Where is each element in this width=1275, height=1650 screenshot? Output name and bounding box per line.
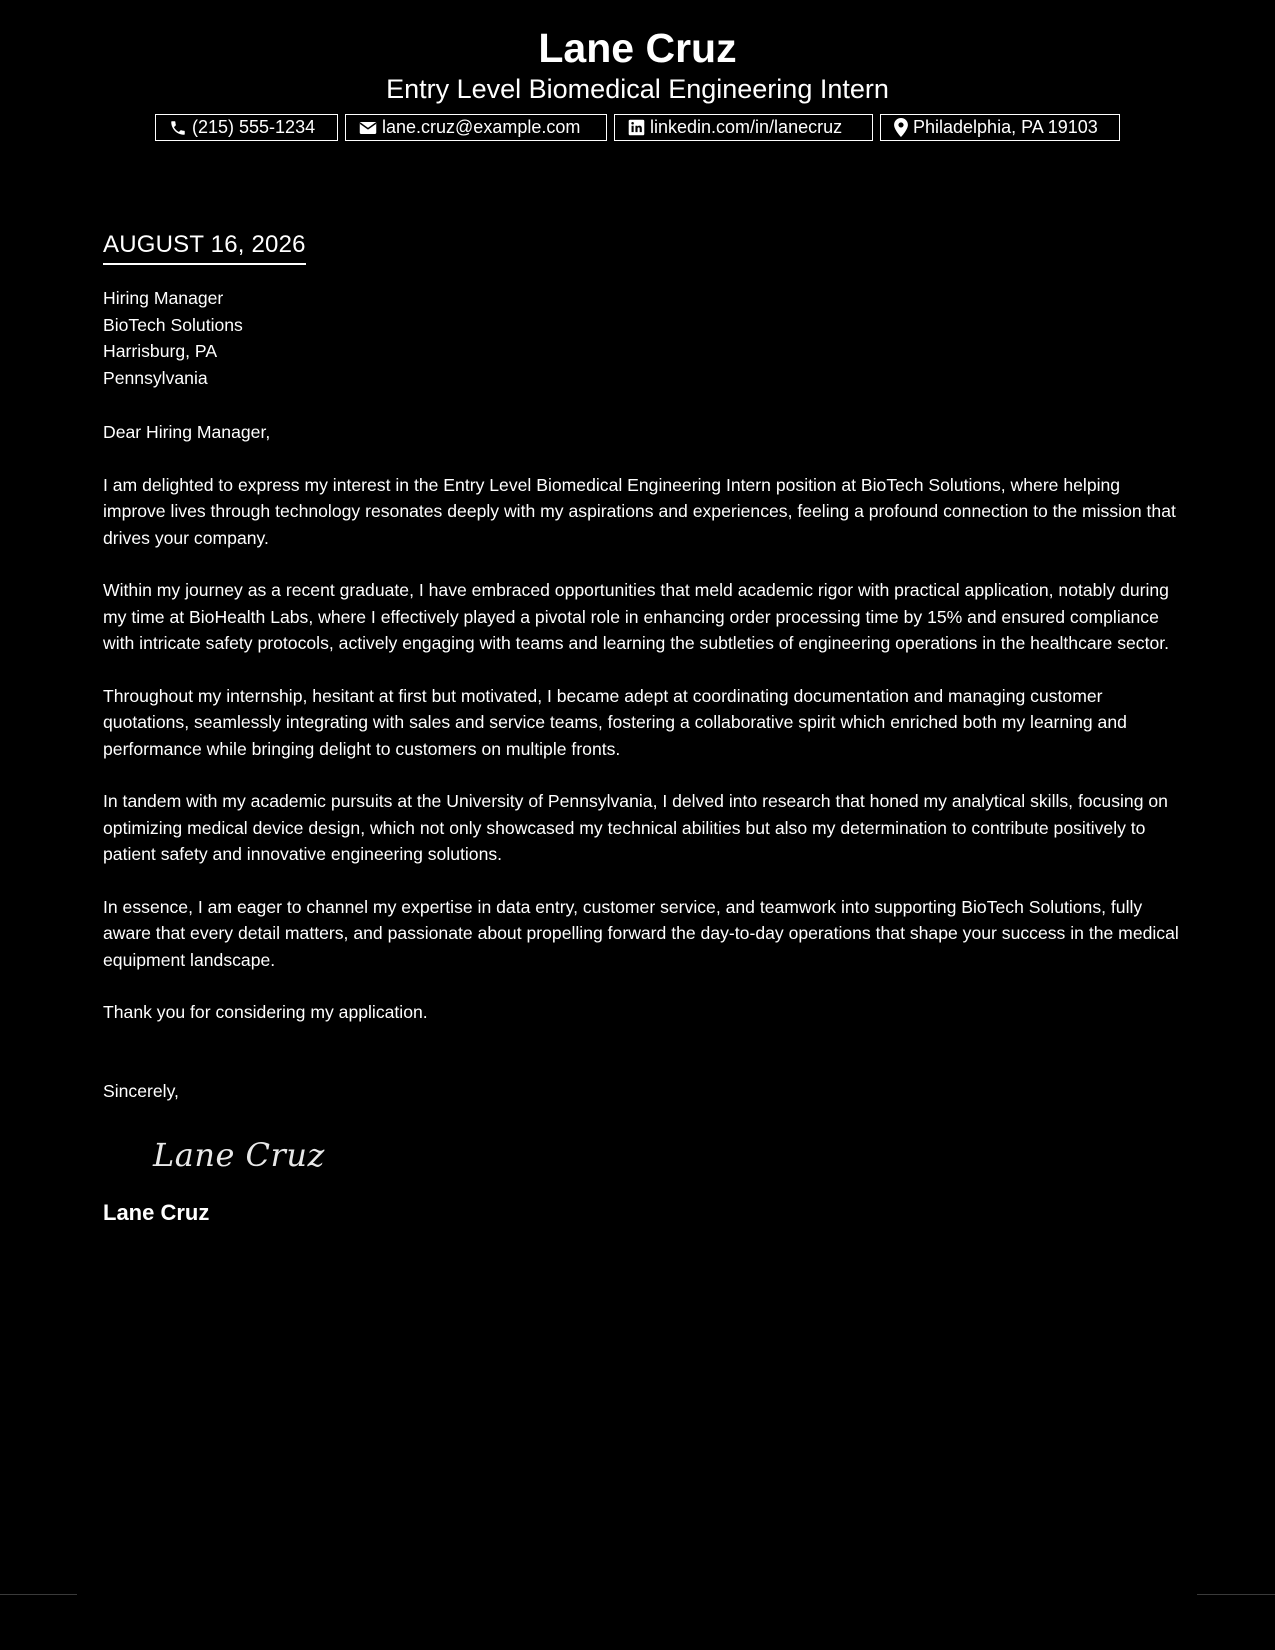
body-paragraph: I am delighted to express my interest in the Entry Level Biomedical Engineering Intern position at BioTech Solutions, where helping improve lives through technology resonates deeply with my aspirations and experiences, feeling a profound connection to the mission that drives your company.: [103, 474, 1176, 548]
letter-body: [103, 230, 1183, 1227]
recipient-block: [103, 285, 1183, 391]
footer-divider-right: [1197, 1594, 1275, 1595]
contact-linkedin[interactable]: [614, 114, 873, 141]
signoff: Sincerely,: [103, 1080, 179, 1101]
phone-text: (215) 555-1234: [192, 117, 316, 137]
linkedin-text: linkedin.com/in/lanecruz: [650, 117, 843, 137]
signature-text: Lane Cruz: [153, 1136, 325, 1174]
signer-name: Lane Cruz: [103, 1200, 210, 1225]
email-text: lane.cruz@example.com: [382, 117, 581, 137]
contact-bar: [0, 114, 1275, 141]
applicant-name: Lane Cruz: [538, 25, 737, 71]
body-paragraph: In essence, I am eager to channel my expertise in data entry, customer service, and teamwork into supporting BioTech Solutions, fully aware that every detail matters, and passionate about propelling forward the day-to-day operations that shape your success in the medical equipment landscape.: [103, 896, 1179, 970]
body-paragraph: Within my journey as a recent graduate, I have embraced opportunities that meld academic rigor with practical application, notably during my time at BioHealth Labs, where I effectively played a pivotal role in enhancing order processing time by 15% and ensured compliance with intricate safety protocols, actively engaging with teams and learning the subtleties of engineering operations in the healthcare sector.: [103, 580, 1170, 653]
recipient-line: BioTech Solutions: [103, 314, 243, 335]
salutation: Dear Hiring Manager,: [103, 422, 271, 442]
linkedin-icon: [628, 119, 645, 136]
job-title: Entry Level Biomedical Engineering Intern: [386, 74, 889, 104]
contact-email[interactable]: [345, 114, 607, 141]
envelope-icon: [359, 120, 377, 136]
contact-phone[interactable]: [155, 114, 338, 141]
signature-image: [151, 1134, 1183, 1178]
letter-header: [0, 22, 1275, 141]
phone-icon: [169, 119, 187, 137]
letter-date: AUGUST 16, 2026: [103, 230, 306, 265]
body-paragraph: In tandem with my academic pursuits at the University of Pennsylvania, I delved into research that honed my analytical skills, focusing on optimizing medical device design, which not only showcased my technical abilities but also my determination to contribute positively to patient safety and innovative engineering solutions.: [103, 791, 1168, 864]
map-pin-icon: [894, 118, 908, 137]
contact-location[interactable]: [880, 114, 1120, 141]
recipient-line: Pennsylvania: [103, 367, 208, 388]
body-paragraph: Throughout my internship, hesitant at first but motivated, I became adept at coordinating documentation and managing customer quotations, seamlessly integrating with sales and service teams, fostering a collaborative spirit which enriched both my learning and performance while bringing delight to customers on multiple fronts.: [103, 685, 1127, 759]
footer-divider-left: [0, 1594, 77, 1595]
recipient-line: Hiring Manager: [103, 288, 224, 308]
closing-line: Thank you for considering my application.: [103, 1002, 428, 1022]
location-text: Philadelphia, PA 19103: [913, 117, 1098, 137]
recipient-line: Harrisburg, PA: [103, 341, 218, 361]
